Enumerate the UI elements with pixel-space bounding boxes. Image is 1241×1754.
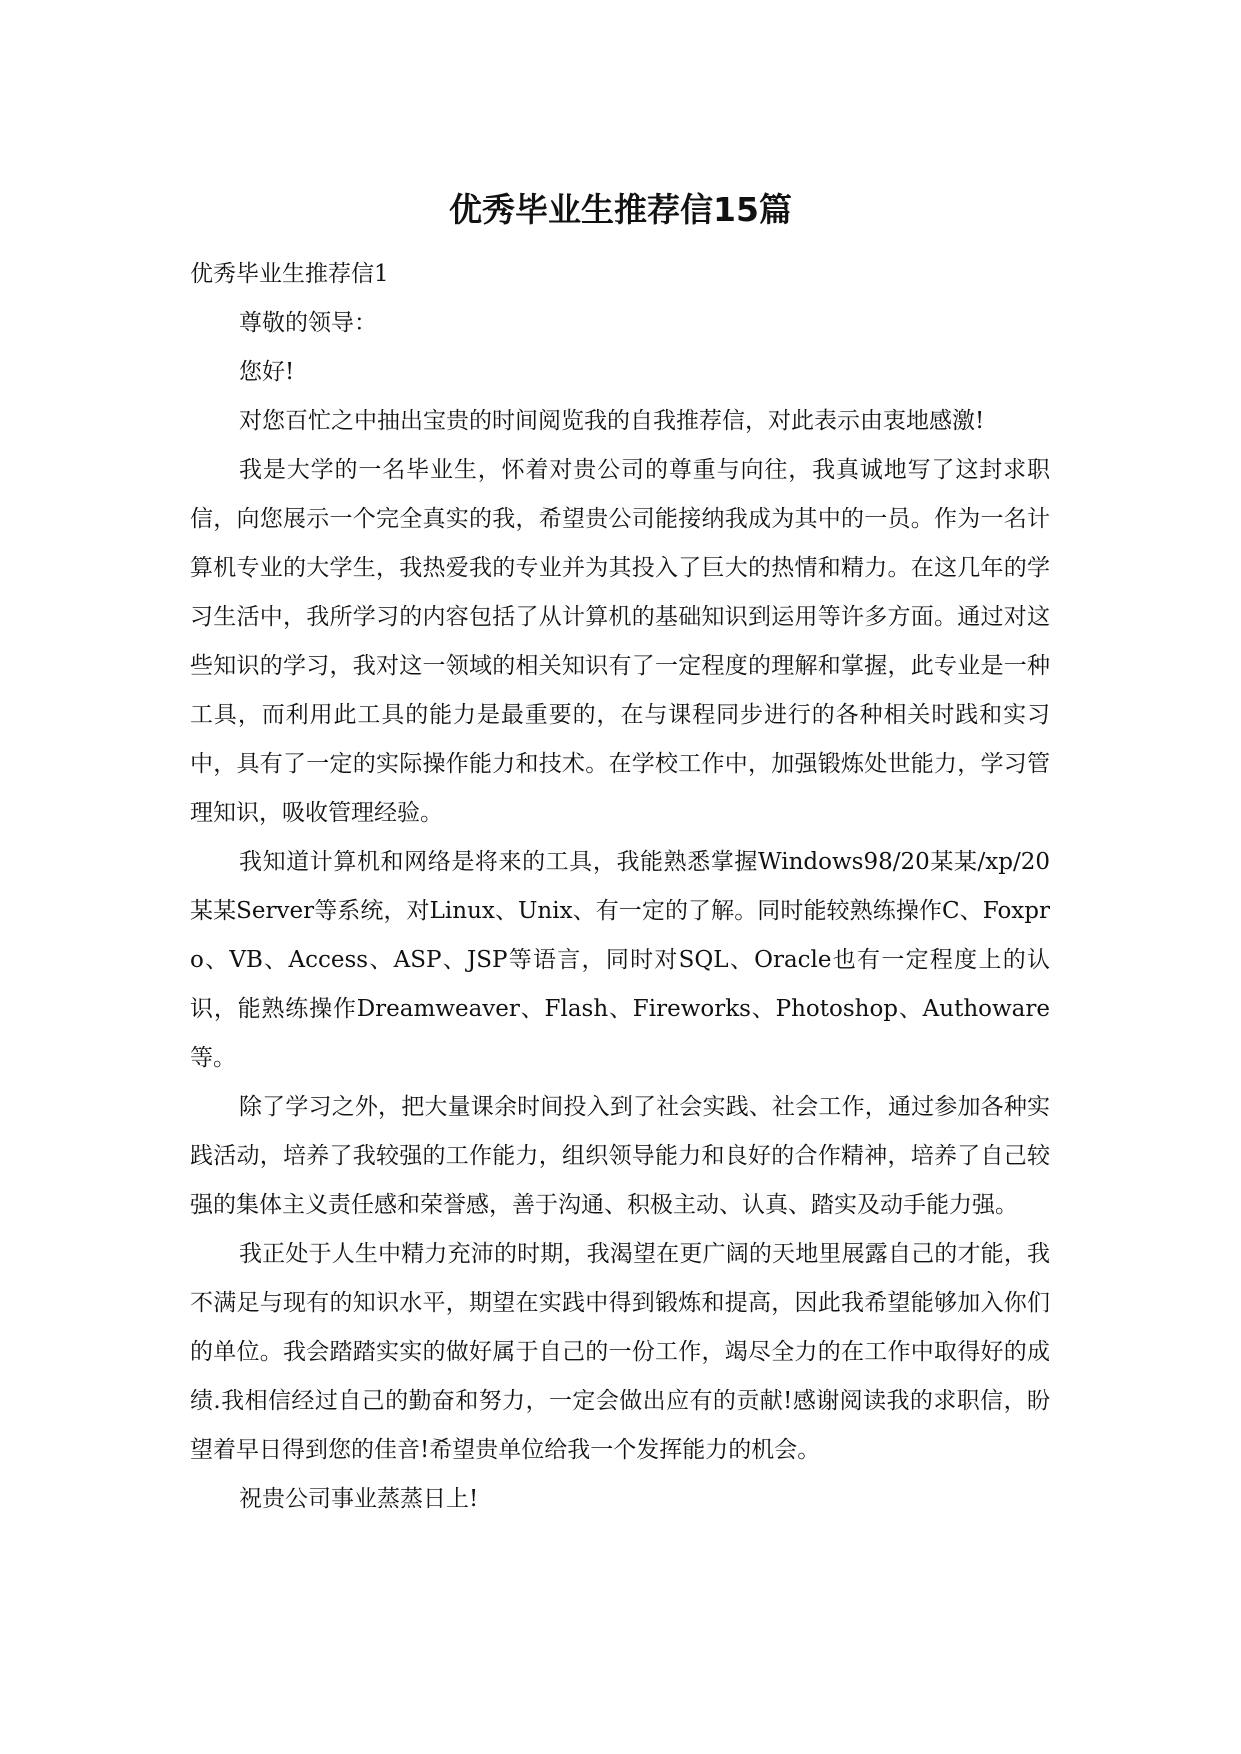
document-title: 优秀毕业生推荐信15篇 [449,190,792,229]
document-body [190,250,1050,1524]
body-paragraph: 我知道计算机和网络是将来的工具，我能熟悉掌握Windows98/20某某/xp/20某某Server等系统，对Linux、Unix、有一定的了解。同时能较熟练操作C、Foxpro、VB、Access、ASP、JSP等语言，同时对SQL、Oracle也有一定程度上的认识，能熟练操作Dreamweaver、Flash、Fireworks、Photoshop、Authoware等。 [190,849,1050,1071]
body-paragraph: 我正处于人生中精力充沛的时期，我渴望在更广阔的天地里展露自己的才能，我不满足与现有的知识水平，期望在实践中得到锻炼和提高，因此我希望能够加入你们的单位。我会踏踏实实的做好属于自己的一份工作，竭尽全力的在工作中取得好的成绩.我相信经过自己的勤奋和努力，一定会做出应有的贡献!感谢阅读我的求职信，盼望着早日得到您的佳音!希望贵单位给我一个发挥能力的机会。 [190,1241,1050,1463]
greeting: 您好! [239,359,295,385]
body-paragraph: 我是大学的一名毕业生，怀着对贵公司的尊重与向往，我真诚地写了这封求职信，向您展示一个完全真实的我，希望贵公司能接纳我成为其中的一员。作为一名计算机专业的大学生，我热爱我的专业并为其投入了巨大的热情和精力。在这几年的学习生活中，我所学习的内容包括了从计算机的基础知识到运用等许多方面。通过对这些知识的学习，我对这一领域的相关知识有了一定程度的理解和掌握，此专业是一种工具，而利用此工具的能力是最重要的，在与课程同步进行的各种相关时践和实习中，具有了一定的实际操作能力和技术。在学校工作中，加强锻炼处世能力，学习管理知识，吸收管理经验。 [190,457,1050,826]
closing-line: 祝贵公司事业蒸蒸日上! [239,1486,479,1512]
body-paragraph: 对您百忙之中抽出宝贵的时间阅览我的自我推荐信，对此表示由衷地感激! [239,408,985,434]
salutation: 尊敬的领导： [239,310,377,336]
body-paragraph: 除了学习之外，把大量课余时间投入到了社会实践、社会工作，通过参加各种实践活动，培养了我较强的工作能力，组织领导能力和良好的合作精神，培养了自己较强的集体主义责任感和荣誉感，善于沟通、积极主动、认真、踏实及动手能力强。 [190,1094,1050,1218]
section-heading: 优秀毕业生推荐信1 [190,261,389,287]
